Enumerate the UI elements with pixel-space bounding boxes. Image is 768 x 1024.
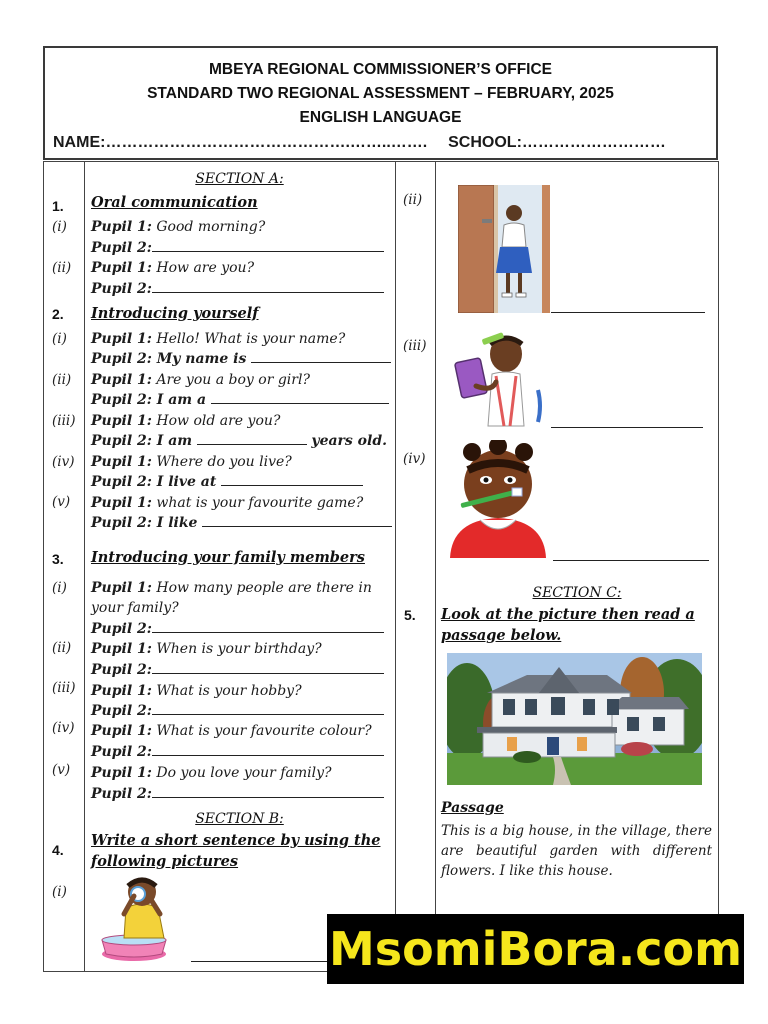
q1-item-2-number: (ii) [52,260,72,276]
brushing-teeth-picture [442,440,552,558]
table-left-border [43,161,44,972]
q4-item-2-number: (ii) [403,192,423,208]
q2-item-2-pupil2: Pupil 2: I am a [91,390,389,410]
header-assessment: STANDARD TWO REGIONAL ASSESSMENT – FEBRUARY, 2025 [147,85,614,102]
q3-item-3-pupil1: Pupil 1: What is your hobby? [91,683,302,699]
question-3-heading: Introducing your family members [91,549,365,566]
section-a-title: SECTION A: [195,171,284,187]
q2-item-3-number: (iii) [52,413,76,429]
q1-item-1-number: (i) [52,219,67,235]
name-school-line [53,134,666,152]
q2-item-4-pupil1: Pupil 1: Where do you live? [91,454,292,470]
q3-item-5-pupil2: Pupil 2: [91,784,384,804]
q2-item-2-number: (ii) [52,372,72,388]
q2-item-2-pupil1: Pupil 1: Are you a boy or girl? [91,372,310,388]
q4-item-4-number: (iv) [403,451,426,467]
q4-item-4-answer-line[interactable] [553,560,709,561]
q4-item-3-answer-line[interactable] [551,427,703,428]
q3-item-4-pupil2: Pupil 2: [91,742,384,762]
q3-item-2-pupil1: Pupil 1: When is your birthday? [91,641,322,657]
question-3-number: 3. [52,551,64,567]
q3-item-2-number: (ii) [52,640,72,656]
answer-blank[interactable] [221,473,363,486]
q2-item-4-pupil2: Pupil 2: I live at [91,472,363,492]
question-4-number: 4. [52,842,64,858]
answer-blank[interactable] [251,350,391,363]
question-4-heading-line2: following pictures [91,853,239,870]
q3-item-3-pupil2: Pupil 2: [91,701,384,721]
question-2-number: 2. [52,306,64,322]
middle-divider-right [435,161,436,972]
washing-face-picture [96,874,188,962]
q2-item-5-number: (v) [52,494,71,510]
q4-item-3-number: (iii) [403,338,427,354]
q2-item-4-number: (iv) [52,454,75,470]
answer-blank[interactable] [152,785,384,798]
q3-item-4-number: (iv) [52,720,75,736]
q3-item-1-pupil1: Pupil 1: How many people are there in [91,580,372,596]
header-subject: ENGLISH LANGUAGE [299,109,462,126]
question-1-number: 1. [52,198,64,214]
answer-blank[interactable] [197,432,307,445]
answer-blank[interactable] [152,702,384,715]
q3-item-1-pupil1-cont: your family? [91,600,179,616]
name-field[interactable]: NAME:……………………………………….……..……. [53,134,428,151]
q1-item-2-pupil2: Pupil 2: [91,279,384,299]
school-field[interactable]: SCHOOL:……………………… [448,134,666,151]
table-top-border [43,161,719,162]
q3-item-1-pupil2: Pupil 2: [91,619,384,639]
answer-blank[interactable] [152,620,384,633]
q2-item-1-pupil2: Pupil 2: My name is [91,349,391,369]
question-1-heading: Oral communication [91,194,258,211]
table-right-border [718,161,719,972]
q1-item-2-pupil1: Pupil 1: How are you? [91,260,255,276]
question-5-number: 5. [404,607,416,623]
answer-blank[interactable] [152,743,384,756]
assessment-header [43,46,718,160]
answer-blank[interactable] [202,514,392,527]
answer-blank[interactable] [152,280,384,293]
answer-blank[interactable] [211,391,389,404]
question-5-heading-line2: passage below. [441,627,562,644]
question-5-heading-line1: Look at the picture then read a [441,606,695,623]
q4-item-1-answer-line[interactable] [191,961,327,962]
q1-item-1-pupil1: Pupil 1: Good morning? [91,219,266,235]
watermark-text: MsomiBora.com [328,922,743,976]
q2-item-1-pupil1: Pupil 1: Hello! What is your name? [91,331,346,347]
q1-item-1-pupil2: Pupil 2: [91,238,384,258]
middle-divider-left [395,161,396,972]
q2-item-5-pupil2: Pupil 2: I like [91,513,392,533]
q4-item-2-answer-line[interactable] [551,312,705,313]
girl-at-door-picture [458,185,550,313]
section-b-title: SECTION B: [195,811,284,827]
question-2-heading: Introducing yourself [91,305,259,322]
header-office: MBEYA REGIONAL COMMISSIONER’S OFFICE [208,61,553,78]
question-4-heading-line1: Write a short sentence by using the [91,832,381,849]
q3-item-5-number: (v) [52,762,71,778]
answer-blank[interactable] [152,239,384,252]
q2-item-1-number: (i) [52,331,67,347]
combing-hair-picture [452,330,548,428]
q4-item-1-number: (i) [52,884,67,900]
q3-item-1-number: (i) [52,580,67,596]
q2-item-3-pupil2: Pupil 2: I am years old. [91,433,388,449]
passage-text: This is a big house, in the village, there are beautiful garden with different flowers. I like this house. [441,823,712,879]
q3-item-4-pupil1: Pupil 1: What is your favourite colour? [91,723,372,739]
house-picture [447,653,702,785]
answer-blank[interactable] [152,661,384,674]
q3-item-5-pupil1: Pupil 1: Do you love your family? [91,765,332,781]
q2-item-3-pupil1: Pupil 1: How old are you? [91,413,281,429]
watermark-banner [327,914,744,984]
q2-item-5-pupil1: Pupil 1: what is your favourite game? [91,495,364,511]
q3-item-2-pupil2: Pupil 2: [91,660,384,680]
q3-item-3-number: (iii) [52,680,76,696]
number-column-divider [84,161,85,972]
section-c-title: SECTION C: [532,585,622,601]
passage-title: Passage [441,800,504,816]
